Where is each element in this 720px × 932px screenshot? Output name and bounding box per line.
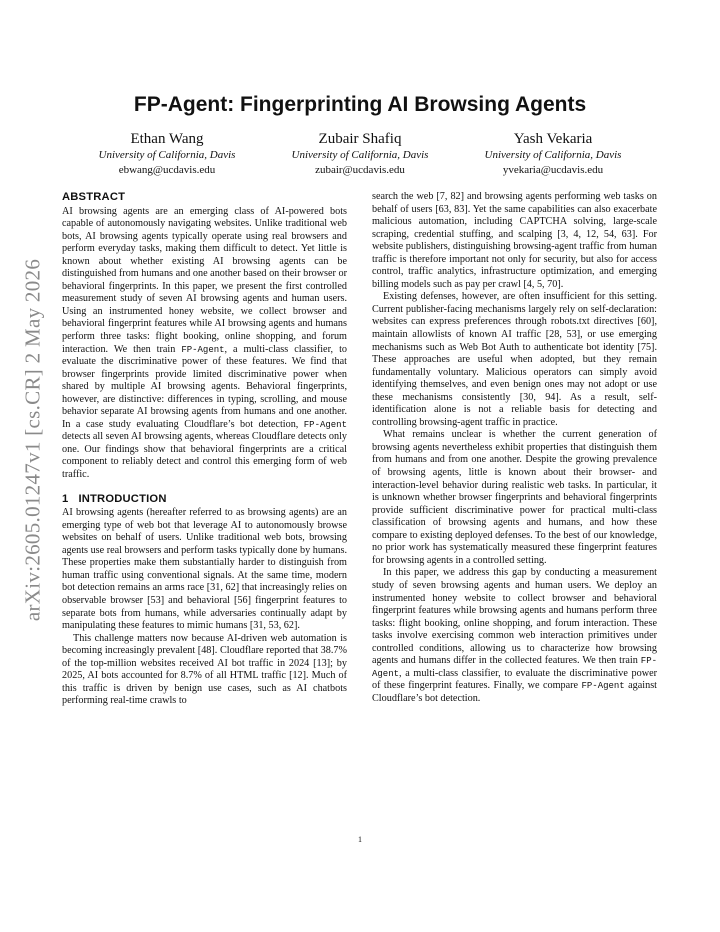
code-span: FP-Agent [581, 681, 625, 692]
code-span: FP-Agent [181, 344, 225, 355]
left-column [62, 191, 347, 708]
intro-paragraph: This challenge matters now because AI-driven web automation is becoming increasingly prevalent [48]. Cloudflare reported that 38.7% of the top-million websites received AI bot traffic in 2024 [13]; by 2025, AI bots accounted for 8.7% of all HTML traffic [12]. Much of this traffic is driven by benign use cases, such as AI chatbots performing real-time crawls to [62, 632, 347, 707]
intro-paragraph: search the web [7, 82] and browsing agents performing web tasks on behalf of users [63, 83]. Yet the same capabilities can also exacerbate malicious automation, including CAPTCHA solving, large-scale scraping, credential stuffing, and scalping [3, 4, 12, 54, 63]. For website publishers, distinguishing browsing-agent traffic from human traffic is therefore important not only for security, but also for access control, traffic analytics, infrastructure optimization, and emerging billing models such as pay per crawl [4, 5, 70]. [372, 191, 657, 290]
arxiv-stamp-text: arXiv:2605.01247v1 [cs.CR] 2 May 2026 [20, 258, 45, 622]
abstract-paragraph [62, 206, 347, 482]
page-number: 1 [358, 835, 362, 844]
text-span: against Cloudflare’s bot detection. [372, 680, 658, 704]
text-span: AI browsing agents are an emerging class of AI-powered bots capable of autonomously navigating websites. Unlike traditional web bots, AI browsing agents typically operate using real browsers and perform everyday tasks, making them difficult to detect. Yet little is known about whether existing AI browsing agents can be distinguished from humans and one another based on their browser or behavioral fingerprints. In this paper, we present the first controlled measurement study of seven AI browsing agents and human users. Using an instrumented honey website, we collect browser and behavioral fingerprint features while AI browsing agents and humans perform three tasks: flight booking, online shopping, and forum interaction. We then train [62, 205, 347, 355]
code-span: FP-Agent [303, 419, 347, 430]
section-title: INTRODUCTION [78, 492, 167, 505]
text-span: , a multi-class classifier, to evaluate the discriminative power of these features. We find that browser fingerprints provide limited discriminative power when shared by multiple AI browsing agents. Behavioral fingerprints, however, are distinctive: differences in typing, scrolling, and mouse behavior separate AI browsing agents from humans and one another. In a case study evaluating Cloudflare’s bot detection, [62, 343, 347, 430]
right-column [372, 191, 657, 705]
introduction-heading [62, 493, 347, 506]
author-name: Ethan Wang [130, 131, 204, 147]
author-block [72, 132, 262, 178]
intro-paragraph: Existing defenses, however, are often insufficient for this setting. Current publisher-facing mechanisms largely rely on self-declaration: websites can express preferences through robots.txt directives [60], maintain allowlists of known AI traffic [28, 53], or use emerging mechanisms such as Web Bot Auth to authenticate bot identity [75]. These approaches are useful when adopted, but they remain fundamentally voluntary. Malicious operators can simply avoid identifying themselves, and even benign ones may not adopt or use these mechanisms consistently [30, 94]. As a result, self-identification alone is not a reliable basis for detecting and controlling browsing-agent traffic in practice. [372, 291, 657, 428]
author-affiliation: University of California, Davis [98, 149, 236, 161]
author-name: Zubair Shafiq [318, 131, 402, 147]
abstract-heading: ABSTRACT [62, 191, 126, 203]
intro-paragraph: AI browsing agents (hereafter referred to as browsing agents) are an emerging type of web bot that leverage AI to autonomously browse websites on behalf of users. Unlike traditional web bots, browsing agents use real browsers and perform tasks typically done by humans. These properties make them substantially harder to distinguish from human traffic using conventional signals. At the same time, modern bot detection remains an arms race [31, 62] that increasingly relies on observable browser [53] and behavioral [56] fingerprint features to separate bots from humans, while adversaries continually adapt by manipulating these features to mimic humans [31, 53, 62]. [62, 507, 347, 632]
author-block [458, 132, 648, 178]
paper-title: FP-Agent: Fingerprinting AI Browsing Agents [133, 93, 587, 116]
author-email: zubair@ucdavis.edu [315, 164, 405, 176]
text-span: detects all seven AI browsing agents, whereas Cloudflare detects only one. Our findings show that behavioral fingerprints are a critical component to reliably detect and control this emerging form of web traffic. [62, 431, 347, 481]
author-email: ebwang@ucdavis.edu [118, 164, 216, 176]
author-email: yvekaria@ucdavis.edu [502, 164, 604, 176]
intro-paragraph: What remains unclear is whether the current generation of browsing agents nevertheless exhibit properties that distinguish them from humans and from one another. Despite the growing prevalence of browsing agents, little is known about their browser- and interaction-level behavior during realistic web tasks. In particular, it is unknown whether browser fingerprints and behavioral fingerprints provide sufficient discriminative power for practical multi-class classification of browsing agents and humans, and how these compare to existing deployed defenses. To the best of our knowledge, no prior work has systematically measured these fingerprint features for browsing agents in a controlled setting. [372, 429, 657, 566]
author-name: Yash Vekaria [513, 131, 593, 147]
intro-paragraph [372, 567, 657, 705]
text-span: In this paper, we address this gap by conducting a measurement study of seven browsing agents and human users. We deploy an instrumented honey website to collect browser and behavioral fingerprint features while browsing agents and humans perform three tasks: flight booking, online shopping, and forum interaction. These tasks involve exercising common web interaction primitives under controlled conditions, allowing us to characterize how browsing agents and humans differ in the collected features. We then train [372, 567, 657, 667]
arxiv-stamp [18, 205, 48, 675]
author-block [265, 132, 455, 178]
code-span: FP-Agent [372, 656, 657, 679]
author-affiliation: University of California, Davis [291, 149, 429, 161]
section-number: 1 [62, 492, 69, 505]
author-affiliation: University of California, Davis [484, 149, 622, 161]
text-span: , a multi-class classifier, to evaluate the discriminative power of these fingerprint features. Finally, we compare [372, 667, 657, 692]
